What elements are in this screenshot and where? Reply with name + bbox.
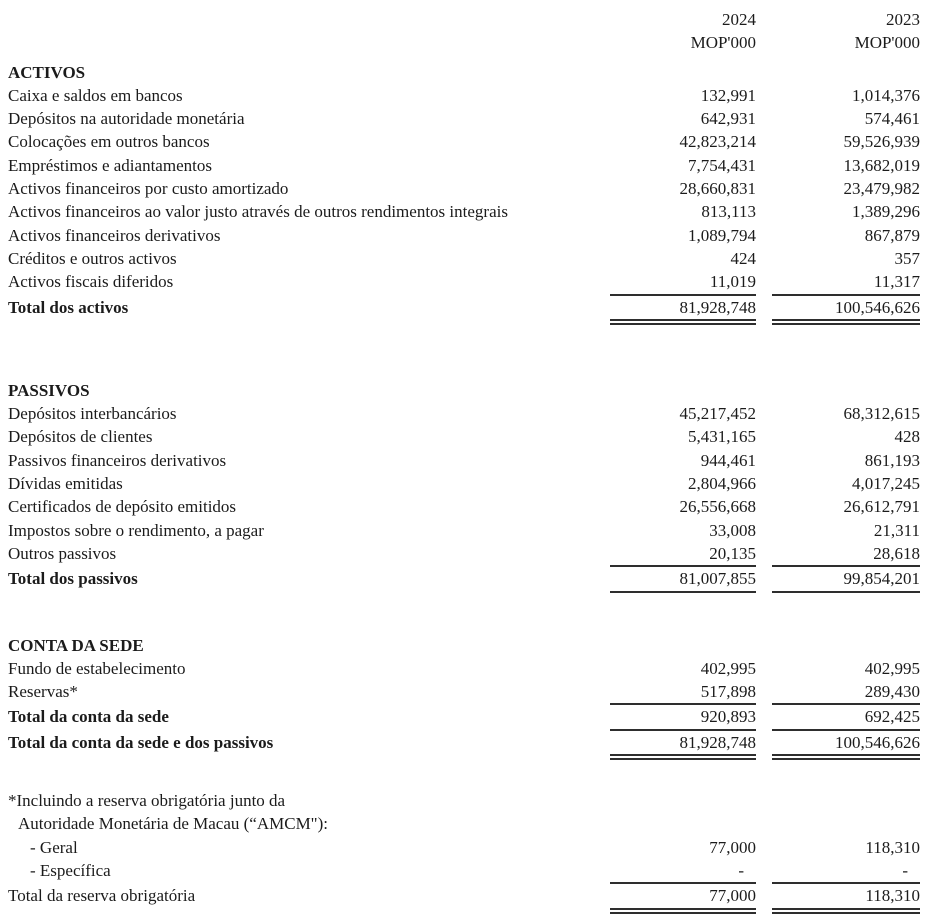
- total-row-activos: [8, 296, 920, 325]
- table-row: [8, 84, 920, 107]
- value-2024: 424: [730, 248, 756, 268]
- value-2023: 11,317: [772, 270, 920, 295]
- row-label: Certificados de depósito emitidos: [8, 497, 237, 517]
- col-2023-year: 2023: [886, 10, 920, 29]
- value-2024: 402,995: [700, 658, 756, 678]
- row-label: - Geral: [30, 837, 78, 857]
- total-value-2024: 77,000: [610, 884, 756, 913]
- footnote-text: *Incluindo a reserva obrigatória junto da: [8, 791, 286, 811]
- value-2023: 4,017,245: [852, 474, 920, 494]
- row-label: Depósitos interbancários: [8, 404, 177, 424]
- col-2024-unit: MOP'000: [690, 33, 756, 53]
- table-row: [8, 200, 920, 223]
- value-2023: 26,612,791: [843, 497, 920, 517]
- col-2024-year: 2024: [722, 10, 756, 29]
- value-2024: 813,113: [701, 202, 756, 222]
- table-row: [8, 519, 920, 542]
- value-2024: 1,089,794: [688, 225, 756, 245]
- table-row: [8, 495, 920, 518]
- value-2024: 2,804,966: [688, 474, 756, 494]
- table-row: [8, 154, 920, 177]
- table-row: [8, 657, 920, 680]
- value-2024: 42,823,214: [679, 132, 756, 152]
- table-row: [8, 130, 920, 153]
- footnote-line-2: [8, 812, 920, 835]
- row-label: Fundo de estabelecimento: [8, 658, 186, 678]
- value-2024: 944,461: [700, 450, 756, 470]
- section-title-conta-da-sede: [8, 634, 920, 657]
- section-title: PASSIVOS: [8, 380, 90, 400]
- value-2023: 13,682,019: [843, 155, 920, 175]
- total-label: Total dos passivos: [8, 569, 138, 589]
- value-2023: 1,389,296: [852, 202, 920, 222]
- total-row-reserva-obrigatoria: [8, 884, 920, 913]
- value-2024: 132,991: [700, 85, 756, 105]
- table-row: [8, 449, 920, 472]
- value-2023: 861,193: [864, 450, 920, 470]
- total-label: Total da reserva obrigatória: [8, 886, 196, 906]
- row-label: Colocações em outros bancos: [8, 132, 210, 152]
- grand-total-value-2023: 100,546,626: [772, 731, 920, 760]
- row-label: Outros passivos: [8, 543, 117, 563]
- value-2023: 574,461: [864, 109, 920, 129]
- section-title: CONTA DA SEDE: [8, 635, 144, 655]
- column-unit-header-row: [8, 31, 920, 54]
- row-label: Dívidas emitidas: [8, 474, 123, 494]
- total-row-passivos: [8, 567, 920, 592]
- value-2024: 20,135: [610, 542, 756, 567]
- value-2023: 428: [894, 427, 920, 447]
- table-row: [8, 270, 920, 295]
- value-2023: 68,312,615: [843, 404, 920, 424]
- col-2023-unit: MOP'000: [854, 33, 920, 53]
- value-2023: 1,014,376: [852, 85, 920, 105]
- value-2024: 77,000: [709, 837, 756, 857]
- grand-total-row: [8, 731, 920, 760]
- row-label: Impostos sobre o rendimento, a pagar: [8, 520, 264, 540]
- row-label: Caixa e saldos em bancos: [8, 85, 183, 105]
- value-2024: 7,754,431: [688, 155, 756, 175]
- row-label: Créditos e outros activos: [8, 248, 177, 268]
- value-2024: 45,217,452: [679, 404, 756, 424]
- row-label: Depósitos na autoridade monetária: [8, 109, 245, 129]
- total-value-2024: 81,928,748: [610, 296, 756, 325]
- value-2024: 28,660,831: [679, 179, 756, 199]
- table-row: [8, 680, 920, 705]
- section-title: ACTIVOS: [8, 62, 86, 82]
- value-2024: 33,008: [709, 520, 756, 540]
- row-label: Depósitos de clientes: [8, 427, 153, 447]
- row-label: - Específica: [30, 860, 111, 880]
- row-label: Activos fiscais diferidos: [8, 272, 174, 292]
- table-row: [8, 472, 920, 495]
- total-row-conta-da-sede: [8, 705, 920, 730]
- section-title-passivos: [8, 379, 920, 402]
- value-2023: 28,618: [772, 542, 920, 567]
- value-2023: 867,879: [864, 225, 920, 245]
- total-value-2024: 920,893: [610, 705, 756, 730]
- section-title-activos: [8, 61, 920, 84]
- row-label: Passivos financeiros derivativos: [8, 450, 227, 470]
- value-2023: -: [772, 859, 920, 884]
- table-row: [8, 224, 920, 247]
- value-2024: 642,931: [700, 109, 756, 129]
- table-row: [8, 402, 920, 425]
- value-2023: 23,479,982: [843, 179, 920, 199]
- value-2024: 26,556,668: [679, 497, 756, 517]
- footnote-text: Autoridade Monetária de Macau (“AMCM"):: [18, 814, 329, 834]
- value-2023: 289,430: [772, 680, 920, 705]
- value-2023: 402,995: [864, 658, 920, 678]
- row-label: Reservas*: [8, 682, 78, 702]
- table-row: [8, 177, 920, 200]
- grand-total-value-2024: 81,928,748: [610, 731, 756, 760]
- footnote-line-1: [8, 789, 920, 812]
- value-2024: 517,898: [610, 680, 756, 705]
- total-value-2024: 81,007,855: [610, 567, 756, 592]
- value-2024: -: [610, 859, 756, 884]
- value-2023: 59,526,939: [843, 132, 920, 152]
- total-value-2023: 118,310: [772, 884, 920, 913]
- column-year-header-row: [8, 8, 920, 31]
- total-value-2023: 99,854,201: [772, 567, 920, 592]
- grand-total-label: Total da conta da sede e dos passivos: [8, 732, 274, 752]
- table-row: [8, 247, 920, 270]
- table-row: [8, 107, 920, 130]
- value-2024: 11,019: [610, 270, 756, 295]
- row-label: Activos financeiros por custo amortizado: [8, 179, 289, 199]
- table-row: [8, 859, 920, 884]
- row-label: Empréstimos e adiantamentos: [8, 155, 212, 175]
- table-row: [8, 425, 920, 448]
- value-2023: 357: [894, 248, 920, 268]
- row-label: Activos financeiros ao valor justo através de outros rendimentos integrais: [8, 202, 508, 222]
- row-label: Activos financeiros derivativos: [8, 225, 221, 245]
- total-value-2023: 100,546,626: [772, 296, 920, 325]
- total-value-2023: 692,425: [772, 705, 920, 730]
- total-label: Total da conta da sede: [8, 707, 169, 727]
- total-label: Total dos activos: [8, 297, 129, 317]
- value-2023: 21,311: [873, 520, 920, 540]
- value-2023: 118,310: [865, 837, 920, 857]
- table-row: [8, 836, 920, 859]
- value-2024: 5,431,165: [688, 427, 756, 447]
- table-row: [8, 542, 920, 567]
